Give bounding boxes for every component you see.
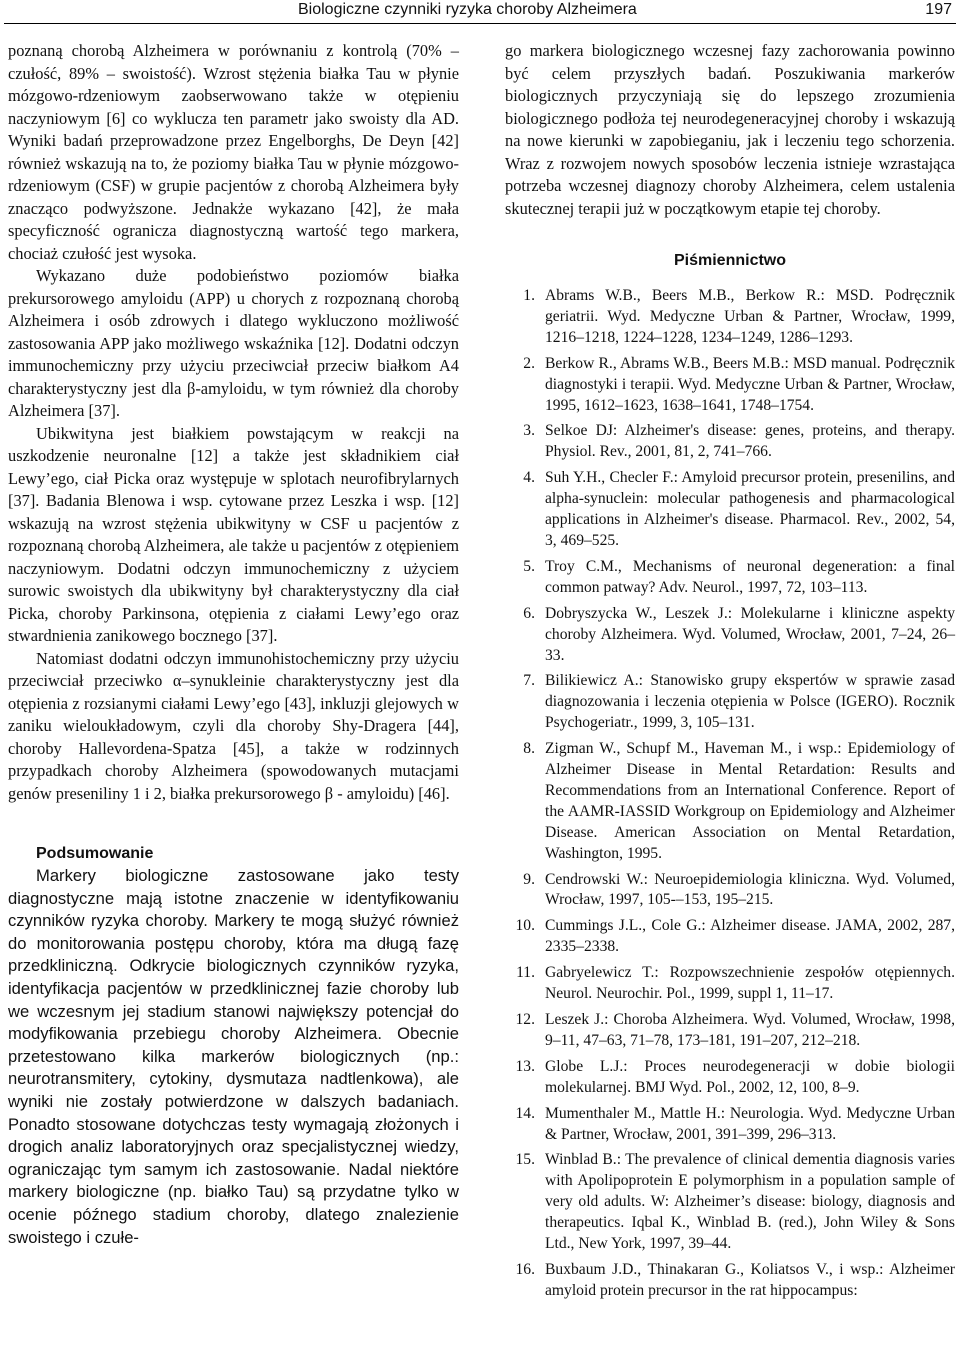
reference-text: Selkoe DJ: Alzheimer's disease: genes, proteins, and therapy. Physiol. Rev., 2001, 81, 2, 741–766. — [545, 422, 955, 461]
reference-item — [505, 671, 955, 734]
reference-text: Leszek J.: Choroba Alzheimera. Wyd. Volumed, Wrocław, 1998, 9–11, 47–63, 71–78, 173–181, 191–207, 212–218. — [545, 1011, 955, 1049]
body-paragraph: Wykazano duże podobieństwo poziomów białka prekursorowego amyloidu (APP) u chorych z rozpoznaną chorobą Alzheimera i osób zdrowych i dlatego wykluczono możliwość zastosowania APP jako możliwego wskaźnika [12]. Dodatni odczyn immunochemiczny przy użyciu przeciwciał przeciw białkom A4 charakterystyczny jest dla β-amyloidu, w tym również dla choroby Alzheimera [37]. — [8, 266, 459, 420]
reference-item — [505, 1010, 955, 1052]
body-paragraph: Natomiast dodatni odczyn immunohistochemiczny przy użyciu przeciwciał przeciwko α–synukleinie charakterystyczny jest dla otępienia z rozsianymi ciałami Lewy’ego [43], inkluzji glejowych w zaniku wieloukładowym, czyli dla choroby Shy-Dragera [44], choroby Hallevordena-Spatza [45], a także w rodzinnych przypadkach choroby Alzheimera (spowodowanych mutacjami genów preseniliny 1 i 2, białka prekursorowego β - amyloidu) [46]. — [8, 648, 459, 803]
right-column — [505, 40, 955, 1307]
reference-list — [505, 286, 955, 1302]
reference-text: Mumenthaler M., Mattle H.: Neurologia. Wyd. Medyczne Urban & Partner, Wrocław, 2001, 391–399, 296–313. — [545, 1104, 955, 1143]
reference-item — [505, 421, 955, 463]
reference-number: 6. — [523, 604, 535, 622]
reference-text: Gabryelewicz T.: Rozpowszechnienie zespołów otępiennych. Neurol. Neurochir. Pol., 1999, suppl 1, 11–17. — [545, 964, 955, 1003]
reference-text: Winblad B.: The prevalence of clinical dementia diagnosis varies with Apolipoprotein E polymorphism in a population sample of very old adults. W: Alzheimer’s disease: biology, diagnosis and therapeutics. Iqbal K., Winblad B. (red.), John Wiley & Sons Ltd., New York, 1997, 39–44. — [545, 1151, 955, 1253]
reference-number: 1. — [523, 287, 535, 304]
reference-text: Zigman W., Schupf M., Haveman M., i wsp.: Epidemiology of Alzheimer Disease in Mental Retardation: Results and Recommendations from an International Conference. Report of the AAMR-IASSID Workgroup on Epidemiology and Alzheimer Disease. American Association on Mental Retardation, Washington, 1995. — [545, 740, 955, 862]
body-paragraph: poznaną chorobą Alzheimera w porównaniu z kontrolą (70% – czułość, 89% – swoistość). Wzrost stężenia białka Tau w płynie mózgowo-rdzeniowym zaobserwowano także w otępieniu naczyniowym [6] co wyklucza ten parametr jako swoisty dla AD. Wyniki badań przeprowadzone przez Engelborghs, De Deyn [42] również wskazują na to, że poziomy białka Tau w płynie mózgowo-rdzeniowym (CSF) w grupie pacjentów z chorobą Alzheimera były znacząco podwyższone. Jednakże wykazano [42], że mała specyficzność ogranicza diagnostyczną wartość tego markera, chociaż czułość jest wysoka. — [8, 41, 459, 263]
reference-item — [505, 557, 955, 599]
reference-item — [505, 1057, 955, 1099]
reference-number: 15. — [515, 1151, 535, 1169]
reference-text: Dobryszycka W., Leszek J.: Molekularne i kliniczne aspekty choroby Alzheimera. Wyd. Volumed, Wrocław, 2001, 7–24, 26–33. — [545, 604, 955, 664]
reference-item — [505, 286, 955, 349]
reference-number: 9. — [523, 870, 535, 888]
reference-text: Abrams W.B., Beers M.B., Berkow R.: MSD. Podręcznik geriatrii. Wyd. Medyczne Urban & Partner, Wrocław, 1999, 1216–1218, 1224–1228, 1234–1249, 1286–1293. — [545, 287, 955, 346]
running-header — [0, 0, 960, 30]
summary-heading: Podsumowanie — [36, 845, 154, 862]
reference-number: 14. — [515, 1104, 535, 1122]
summary-paragraph: Markery biologiczne zastosowane jako testy diagnostyczne mają istotne znaczenie w identyfikowaniu czynników ryzyka choroby. Markery te mogą służyć również do monitorowania postępu choroby, która ma długą fazę przedkliniczną. Odkrycie biologicznych czynników ryzyka, identyfikacja pacjentów w przedklinicznej fazie choroby lub we wczesnym jej stadium stanowi największy potencjał do modyfikowania przebiegu choroby Alzheimera. Obecnie przetestowano kilka markerów biologicznych (np.: neurotransmitery, cytokiny, dysmutaza nadtlenkowa), ale wyniki nie zostały potwierdzone w dalszych badaniach. Ponadto stosowane dotychczas testy wymagają złożonych i drogich analiz laboratoryjnych oraz specjalistycznej wiedzy, ograniczając tym samym ich zastosowanie. Nadal niektóre markery biologiczne (np. białko Tau) są przydatne tylko w ocenie późnego stadium choroby, dlatego znalezienie swoistego i czułe- — [8, 866, 459, 1247]
reference-item — [505, 739, 955, 864]
reference-text: Globe L.J.: Proces neurodegeneracji w dobie biologii molekularnej. BMJ Wyd. Pol., 2002, 12, 100, 8–9. — [545, 1057, 955, 1096]
continuation-paragraph: go markera biologicznego wczesnej fazy zachorowania powinno być celem przyszłych badań. Poszukiwania markerów biologicznych przyczyniają się do lepszego zrozumienia biologicznego podłoża tej neurodegeneracyjnej choroby i wskazują na nowe kierunki w zapobieganiu, jak i leczeniu tego schorzenia. Wraz z rozwojem nowych sposobów leczenia istnieje wzrastająca potrzeba wczesnej diagnozy choroby Alzheimera, celem ustalenia skutecznej terapii już w początkowym etapie tej choroby. — [505, 41, 955, 218]
reference-number: 3. — [523, 422, 535, 440]
reference-number: 7. — [523, 672, 535, 690]
reference-item — [505, 468, 955, 552]
reference-item — [505, 1104, 955, 1146]
left-column — [8, 40, 459, 1249]
reference-number: 16. — [515, 1260, 535, 1278]
page-number: 197 — [925, 1, 952, 18]
reference-text: Buxbaum J.D., Thinakaran G., Koliatsos V., i wsp.: Alzheimer amyloid protein precursor in the rat hippocampus: — [545, 1260, 955, 1299]
reference-number: 5. — [523, 557, 535, 575]
reference-number: 4. — [523, 469, 535, 487]
reference-text: Troy C.M., Mechanisms of neuronal degeneration: a final common patway? Adv. Neurol., 1997, 72, 103–113. — [545, 557, 955, 596]
running-title: Biologiczne czynniki ryzyka choroby Alzheimera — [298, 1, 637, 18]
reference-number: 12. — [515, 1011, 535, 1028]
reference-number: 11. — [516, 964, 535, 982]
reference-number: 8. — [523, 740, 535, 758]
reference-item — [505, 1260, 955, 1302]
reference-text: Suh Y.H., Checler F.: Amyloid precursor protein, presenilins, and alpha-synuclein: molecular pathogenesis and pharmacological applications in Alzheimer's disease. Pharmacol. Rev., 2002, 54, 3, 469–525. — [545, 469, 955, 549]
reference-number: 10. — [515, 917, 535, 935]
reference-number: 13. — [515, 1057, 535, 1075]
reference-text: Cummings J.L., Cole G.: Alzheimer disease. JAMA, 2002, 287, 2335–2338. — [545, 917, 955, 956]
reference-item — [505, 604, 955, 667]
header-rule — [4, 23, 956, 24]
references-heading: Piśmiennictwo — [673, 252, 787, 269]
reference-item — [505, 916, 955, 958]
reference-item — [505, 963, 955, 1005]
reference-item — [505, 1150, 955, 1255]
reference-text: Cendrowski W.: Neuroepidemiologia kliniczna. Wyd. Volumed, Wrocław, 1997, 105-–153, 195–215. — [545, 870, 955, 909]
reference-item — [505, 354, 955, 417]
body-paragraph: Ubikwityna jest białkiem powstającym w reakcji na uszkodzenie neuronalne [12] a także jest składnikiem ciał Lewy’ego, ciał Picka oraz występuje w splotach neurofibrylarnych [37]. Badania Blenowa i wsp. cytowane przez Leszka i wsp. [12] wskazują na wzrost stężenia ubikwityny w CSF u pacjentów z rozpoznaną chorobą Alzheimera, ale także u pacjentów z otępieniem naczyniowym. Dodatni odczyn immunochemiczny z użyciem surowic swoistych dla ubikwityny był charakterystyczny dla ciał Picka, choroby Parkinsona, otępienia z ciałami Lewy’ego oraz stwardnienia zanikowego bocznego [37]. — [8, 423, 459, 645]
reference-number: 2. — [523, 354, 535, 372]
reference-item — [505, 870, 955, 912]
reference-text: Bilikiewicz A.: Stanowisko grupy ekspertów w sprawie zasad diagnozowania i leczenia otępienia w Polsce (IGERO). Rocznik Psychogeriatr., 1999, 3, 105–131. — [545, 672, 955, 732]
reference-text: Berkow R., Abrams W.B., Beers M.B.: MSD manual. Podręcznik diagnostyki i terapii. Wyd. Medyczne Urban & Partner, Wrocław, 1995, 1612–1623, 1638–1641, 1748–1754. — [545, 354, 955, 414]
